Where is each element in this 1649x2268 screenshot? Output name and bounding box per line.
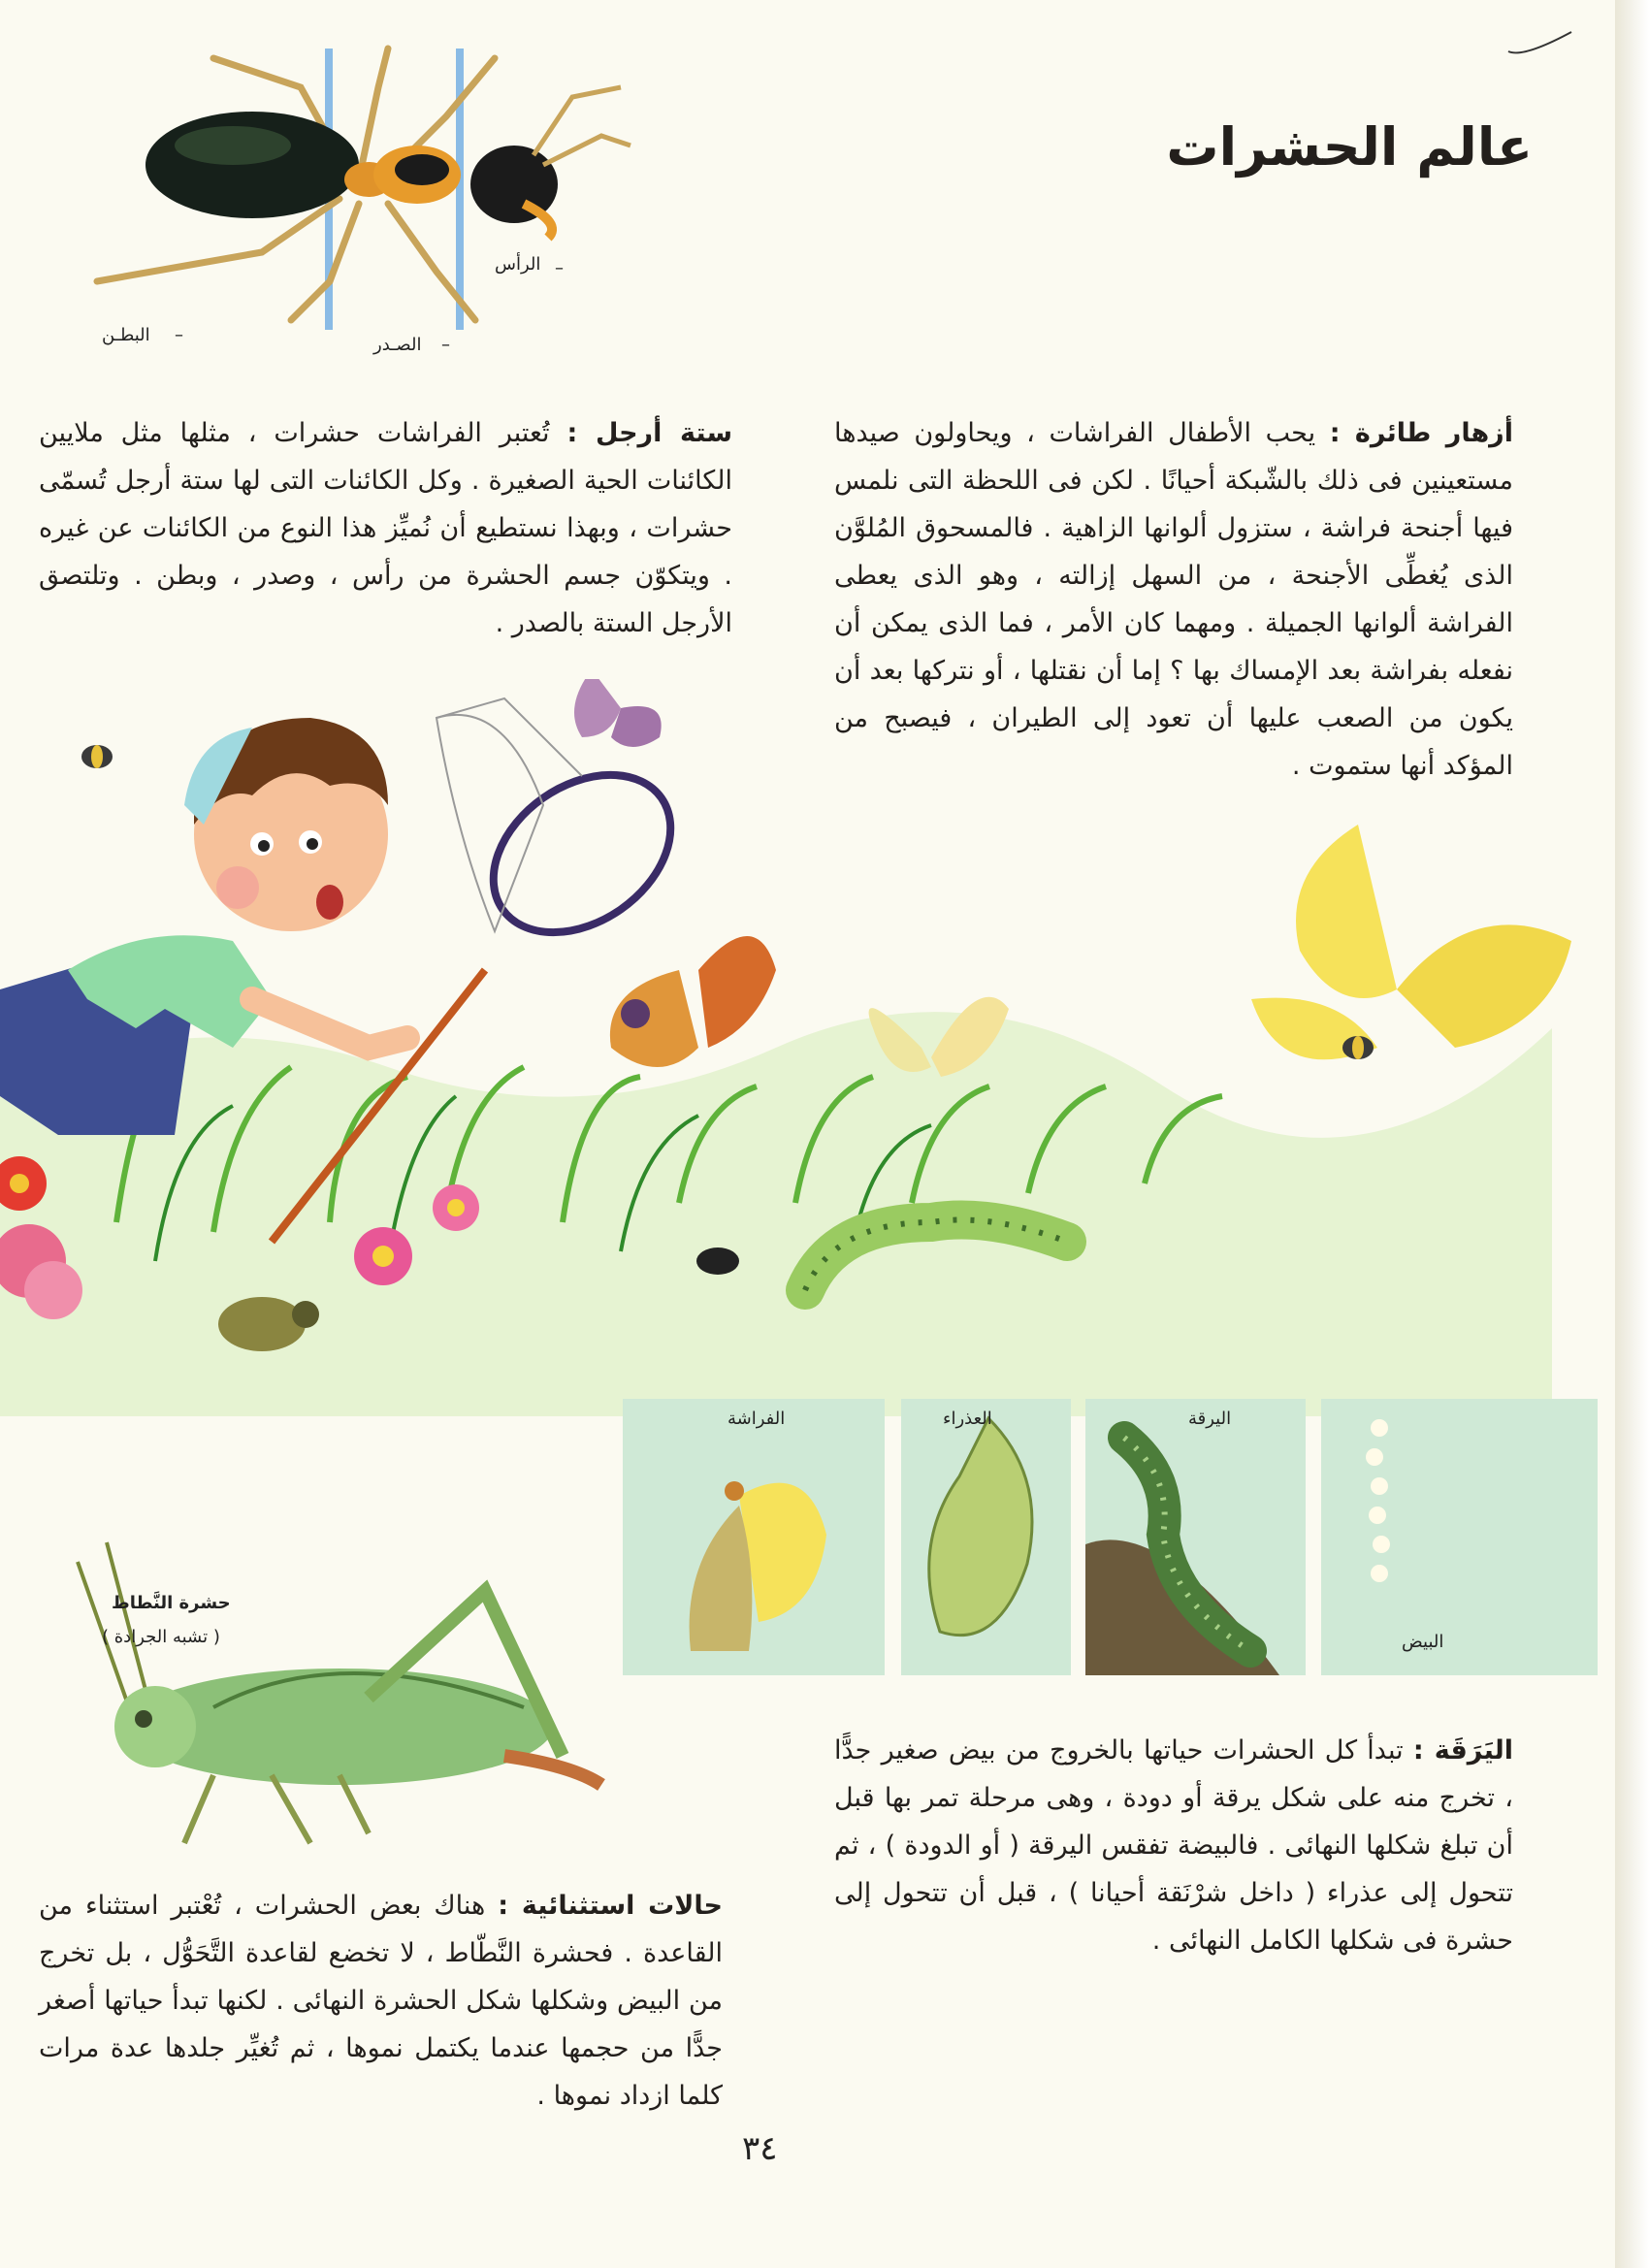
grasshopper-illustration [19, 1533, 621, 1853]
ant-label-abdomen: البطـن [102, 325, 150, 345]
section-body: يحب الأطفال الفراشات ، ويحاولون صيدها مستعينين فى ذلك بالشّبكة أحيانًا . لكن فى اللحظة التى نلمس فيها أجنحة فراشة ، ستزول ألوانها الزاهية . فالمسحوق المُلوَّن الذى يُغطِّى الأجنحة ، من السهل إزالته ، وهو الذى يعطى الفراشة ألوانها الجميلة . ومهما كان الأمر ، فما الذى يمكن أن نفعله بفراشة بعد الإمساك بها ؟ إما أن نقتلها ، أو نتركها بعد أن يكون من الصعب عليها أن تعود إلى الطيران ، فيصبح من المؤكد أنها ستموت . [834, 418, 1513, 781]
check-mark [1504, 24, 1581, 63]
section-heading: أزهار طائرة : [1329, 418, 1513, 448]
section-larva [834, 1727, 1513, 1964]
section-heading: اليَرَقَة : [1412, 1735, 1513, 1766]
grasshopper-caption-title: حشرة النَّطاط [112, 1593, 231, 1613]
page-title: عالم الحشرات [1166, 116, 1533, 178]
ant-label-head: الرأس [495, 254, 541, 275]
panel-butterfly [623, 1399, 885, 1675]
bee-right [1342, 1036, 1374, 1059]
section-body: هناك بعض الحشرات ، تُعْتبر استثناء من القاعدة . فحشرة النَّطّاط ، لا تخضع لقاعدة التَّحَوُّل ، بل تخرج من البيض وشكلها شكل الحشرة النهائى . لكنها تبدأ حياتها أصغر جدًّا من حجمها عندما يكتمل نموها ، ثم تُغيِّر جلدها عدة مرات كلما ازداد نموها . [39, 1891, 723, 2111]
page-spine [1615, 0, 1649, 2268]
ant-label-thorax-tick: – [441, 335, 450, 355]
lifecycle-panels [623, 1399, 1598, 1675]
section-heading: حالات استثنائية : [498, 1891, 723, 1921]
butterfly-orange [610, 936, 776, 1067]
ant-label-head-tick: – [555, 258, 564, 278]
meadow-scene [0, 679, 1615, 1426]
eggs-icon [1321, 1399, 1598, 1675]
pupa-icon [901, 1399, 1071, 1675]
label-eggs: البيض [1402, 1632, 1444, 1652]
section-body: تبدأ كل الحشرات حياتها بالخروج من بيض صغير جدًّا ، تخرج منه على شكل يرقة أو دودة ، وهى مرحلة تمر بها قبل أن تبلغ شكلها النهائى . فالبيضة تفقس اليرقة ( أو الدودة ) ، ثم تتحول إلى عذراء ( داخل شرْنَقة أحيانا ) ، قبل أن تتحول إلى حشرة فى شكلها الكامل النهائى . [834, 1735, 1513, 1956]
grasshopper-caption-note: ( تشبه الجرادة ) [102, 1627, 220, 1647]
section-heading: ستة أرجل : [566, 418, 733, 448]
section-body: تُعتبر الفراشات حشرات ، مثلها مثل ملايين الكائنات الحية الصغيرة . وكل الكائنات التى لها ستة أرجل تُسمّى حشرات ، وبهذا نستطيع أن نُميِّز هذا النوع من الكائنات عن غيره . ويتكوّن جسم الحشرة من رأس ، وصدر ، وبطن . وتلتصق الأرجل الستة بالصدر . [39, 418, 732, 638]
label-butterfly: الفراشة [728, 1409, 786, 1429]
adult-butterfly-icon [623, 1399, 885, 1675]
panel-larva [1085, 1399, 1306, 1675]
label-pupa: العذراء [943, 1409, 992, 1429]
butterfly-purple [574, 679, 662, 747]
ant-illustration [58, 29, 640, 349]
section-exceptions [39, 1882, 723, 2120]
ant-label-abdomen-tick: – [175, 325, 183, 345]
larva-icon [1085, 1399, 1306, 1675]
panel-eggs [1321, 1399, 1598, 1675]
bee-top-left [81, 745, 113, 768]
butterfly-yellow-large [1251, 825, 1571, 1059]
page-number: ٣٤ [742, 2129, 778, 2168]
ant-small [696, 1247, 739, 1275]
ant-label-thorax: الصـدر [373, 335, 422, 355]
panel-pupa [901, 1399, 1071, 1675]
label-larva: اليرقة [1188, 1409, 1232, 1429]
section-six-legs [39, 409, 732, 647]
